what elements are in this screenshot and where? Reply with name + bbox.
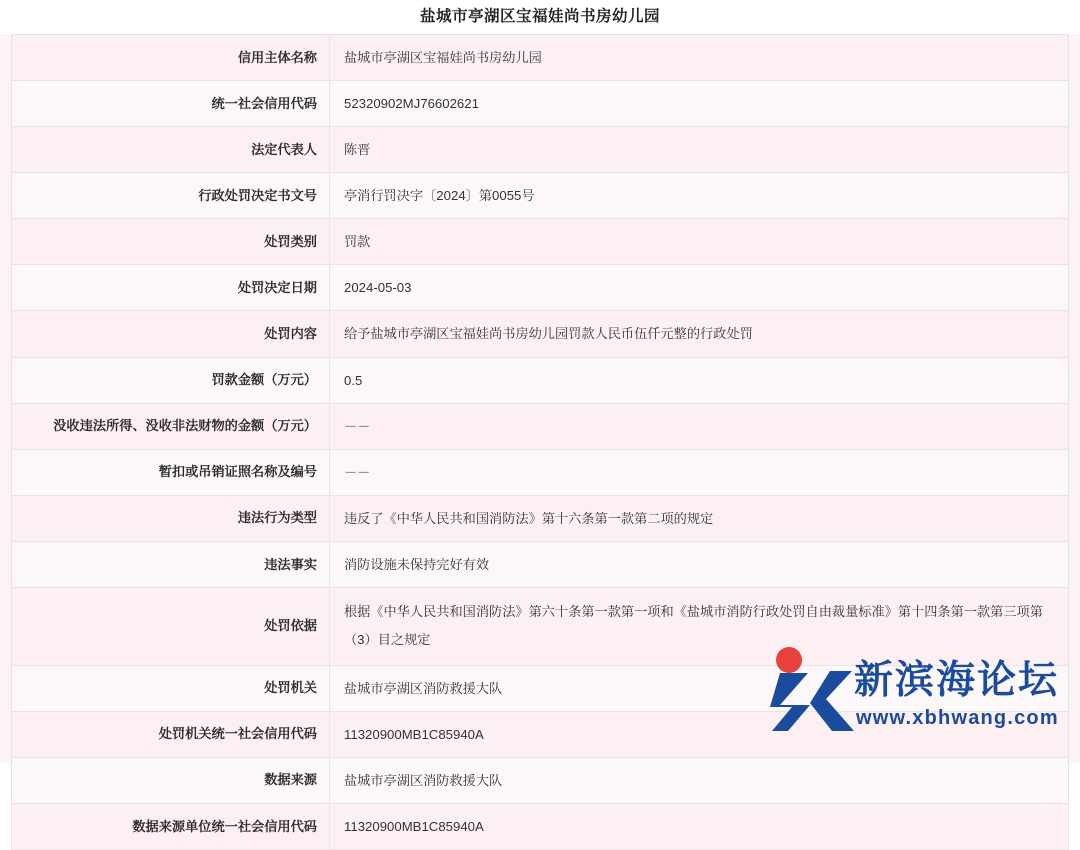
table-row — [12, 666, 1068, 712]
row-value: 11320900MB1C85940A — [344, 726, 484, 742]
row-label: 处罚类别 — [12, 219, 330, 264]
row-label: 统一社会信用代码 — [12, 81, 330, 126]
row-value: 盐城市亭湖区宝福娃尚书房幼儿园 — [344, 50, 542, 65]
row-label: 处罚内容 — [12, 311, 330, 356]
row-label: 违法事实 — [12, 542, 330, 587]
watermark-brand: 新滨海论坛 — [854, 659, 1060, 702]
row-value: 陈晋 — [344, 142, 371, 158]
row-value: 根据《中华人民共和国消防法》第六十条第一款第一项和《盐城市消防行政处罚自由裁量标准》第十四条第一款第三项第（3）目之规定 — [344, 603, 1043, 648]
row-value: 罚款 — [344, 234, 371, 250]
table-row — [12, 758, 1068, 804]
row-value: 2024-05-03 — [344, 280, 412, 296]
row-value: 违反了《中华人民共和国消防法》第十六条第一款第二项的规定 — [344, 510, 714, 526]
table-row — [12, 588, 1068, 666]
table-row — [12, 311, 1068, 357]
row-label: 处罚依据 — [12, 588, 330, 665]
row-label: 信用主体名称 — [12, 35, 330, 80]
row-label: 罚款金额（万元） — [12, 358, 330, 403]
row-label: 处罚决定日期 — [12, 265, 330, 310]
row-label: 数据来源单位统一社会信用代码 — [12, 804, 330, 849]
row-value: 52320902MJ76602621 — [344, 96, 479, 112]
watermark-url: www.xbhwang.com — [856, 707, 1059, 729]
table-row — [12, 173, 1068, 219]
penalty-info-table — [11, 34, 1069, 850]
row-label: 暂扣或吊销证照名称及编号 — [12, 450, 330, 495]
table-row — [12, 450, 1068, 496]
row-value: 消防设施未保持完好有效 — [344, 556, 490, 572]
row-value: 盐城市亭湖区消防救援大队 — [344, 680, 503, 696]
row-label: 没收违法所得、没收非法财物的金额（万元） — [12, 404, 330, 449]
row-label: 处罚机关 — [12, 666, 330, 711]
table-row — [12, 496, 1068, 542]
row-value: －－ — [344, 418, 371, 434]
table-row — [12, 265, 1068, 311]
table-row — [12, 712, 1068, 758]
table-row — [12, 219, 1068, 265]
row-label: 违法行为类型 — [12, 496, 330, 541]
row-value: 盐城市亭湖区消防救援大队 — [344, 772, 503, 788]
row-label: 数据来源 — [12, 758, 330, 803]
table-row — [12, 35, 1068, 81]
row-value: 给予盐城市亭湖区宝福娃尚书房幼儿园罚款人民币伍仟元整的行政处罚 — [344, 326, 753, 342]
row-value: 11320900MB1C85940A — [344, 818, 484, 834]
page-title: 盐城市亭湖区宝福娃尚书房幼儿园 — [0, 0, 1080, 34]
table-row — [12, 542, 1068, 588]
row-label: 行政处罚决定书文号 — [12, 173, 330, 218]
table-row — [12, 358, 1068, 404]
row-value: 亭消行罚决字〔2024〕第0055号 — [344, 188, 535, 204]
row-label: 处罚机关统一社会信用代码 — [12, 712, 330, 757]
row-value: 0.5 — [344, 372, 363, 388]
row-label: 法定代表人 — [12, 127, 330, 172]
row-value: －－ — [344, 464, 371, 480]
table-row — [12, 804, 1068, 850]
table-row — [12, 127, 1068, 173]
table-row — [12, 404, 1068, 450]
table-row — [12, 81, 1068, 127]
